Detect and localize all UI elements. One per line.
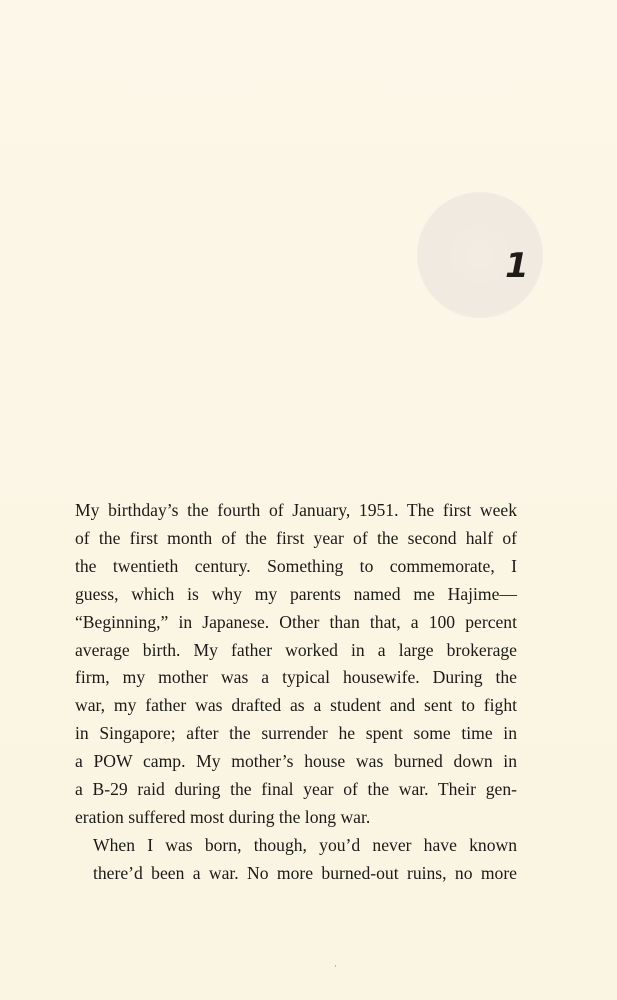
paper-speck: ·: [334, 962, 337, 972]
text-line: My birthday’s the fourth of January, 1951. The first week: [75, 500, 517, 520]
text-line: eration suffered most during the long war.: [75, 806, 371, 827]
text-line: in Singapore; after the surrender he spent some time in: [75, 723, 517, 744]
chapter-body-text: [75, 497, 517, 888]
text-line: firm, my mother was a typical housewife. During the: [75, 667, 517, 688]
text-line: guess, which is why my parents named me Hajime—: [75, 583, 517, 604]
chapter-number: 1: [505, 246, 529, 286]
text-line: of the first month of the first year of the second half of: [75, 527, 517, 548]
text-line: average birth. My father worked in a large brokerage: [75, 639, 517, 660]
text-line: When I was born, though, you’d never have known: [93, 834, 517, 855]
text-line: “Beginning,” in Japanese. Other than that, a 100 percent: [75, 611, 517, 632]
paragraph-2: [75, 832, 517, 888]
text-line: a B-29 raid during the final year of the war. Their gen-: [75, 779, 517, 800]
text-line: a POW camp. My mother’s house was burned down in: [75, 751, 517, 772]
text-line: war, my father was drafted as a student and sent to fight: [75, 695, 517, 716]
text-line: there’d been a war. No more burned-out ruins, no more: [93, 862, 517, 883]
text-line: the twentieth century. Something to commemorate, I: [75, 555, 517, 576]
paragraph-1: [75, 497, 517, 832]
